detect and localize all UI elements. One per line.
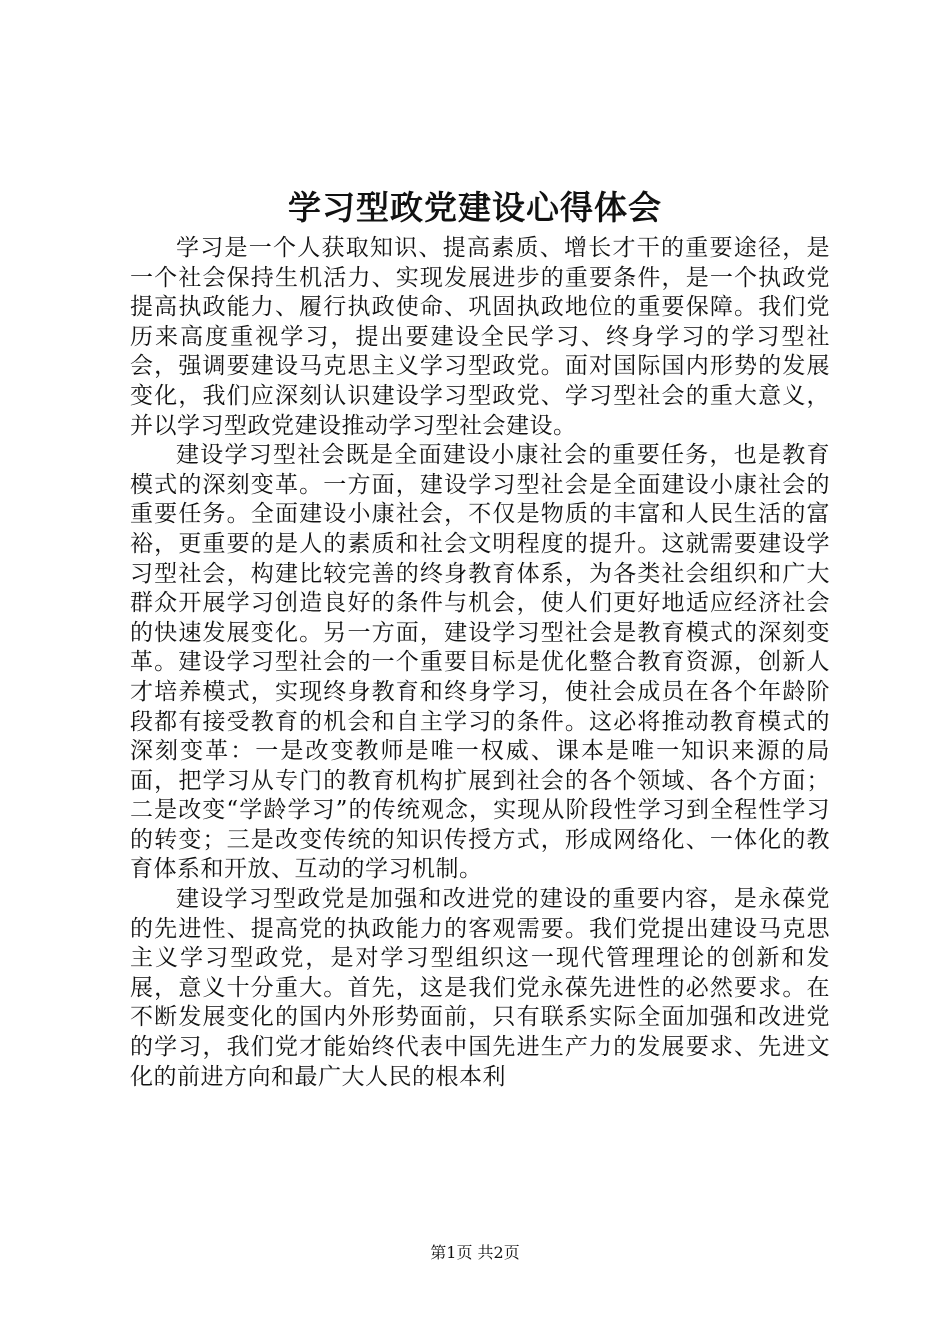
paragraph: 学习是一个人获取知识、提高素质、增长才干的重要途径，是一个社会保持生机活力、实现发展进步的重要条件，是一个执政党提高执政能力、履行执政使命、巩固执政地位的重要保障。我们党历来高度重视学习，提出要建设全民学习、终身学习的学习型社会，强调要建设马克思主义学习型政党。面对国际国内形势的发展变化，我们应深刻认识建设学习型政党、学习型社会的重大意义，并以学习型政党建设推动学习型社会建设。	[130, 235, 830, 439]
page-number-footer: 第1页 共2页	[430, 1243, 520, 1262]
page-title: 学习型政党建设心得体会	[288, 188, 662, 227]
document-body	[130, 234, 830, 1092]
paragraph: 建设学习型政党是加强和改进党的建设的重要内容，是永葆党的先进性、提高党的执政能力的客观需要。我们党提出建设马克思主义学习型政党，是对学习型组织这一现代管理理论的创新和发展，意义十分重大。首先，这是我们党永葆先进性的必然要求。在不断发展变化的国内外形势面前，只有联系实际全面加强和改进党的学习，我们党才能始终代表中国先进生产力的发展要求、先进文化的前进方向和最广大人民的根本利	[130, 886, 830, 1090]
paragraph: 建设学习型社会既是全面建设小康社会的重要任务，也是教育模式的深刻变革。一方面，建设学习型社会是全面建设小康社会的重要任务。全面建设小康社会，不仅是物质的丰富和人民生活的富裕，更重要的是人的素质和社会文明程度的提升。这就需要建设学习型社会，构建比较完善的终身教育体系，为各类社会组织和广大群众开展学习创造良好的条件与机会，使人们更好地适应经济社会的快速发展变化。另一方面，建设学习型社会是教育模式的深刻变革。建设学习型社会的一个重要目标是优化整合教育资源，创新人才培养模式，实现终身教育和终身学习，使社会成员在各个年龄阶段都有接受教育的机会和自主学习的条件。这必将推动教育模式的深刻变革：一是改变教师是唯一权威、课本是唯一知识来源的局面，把学习从专门的教育机构扩展到社会的各个领域、各个方面；二是改变“学龄学习”的传统观念，实现从阶段性学习到全程性学习的转变；三是改变传统的知识传授方式，形成网络化、一体化的教育体系和开放、互动的学习机制。	[130, 442, 830, 883]
